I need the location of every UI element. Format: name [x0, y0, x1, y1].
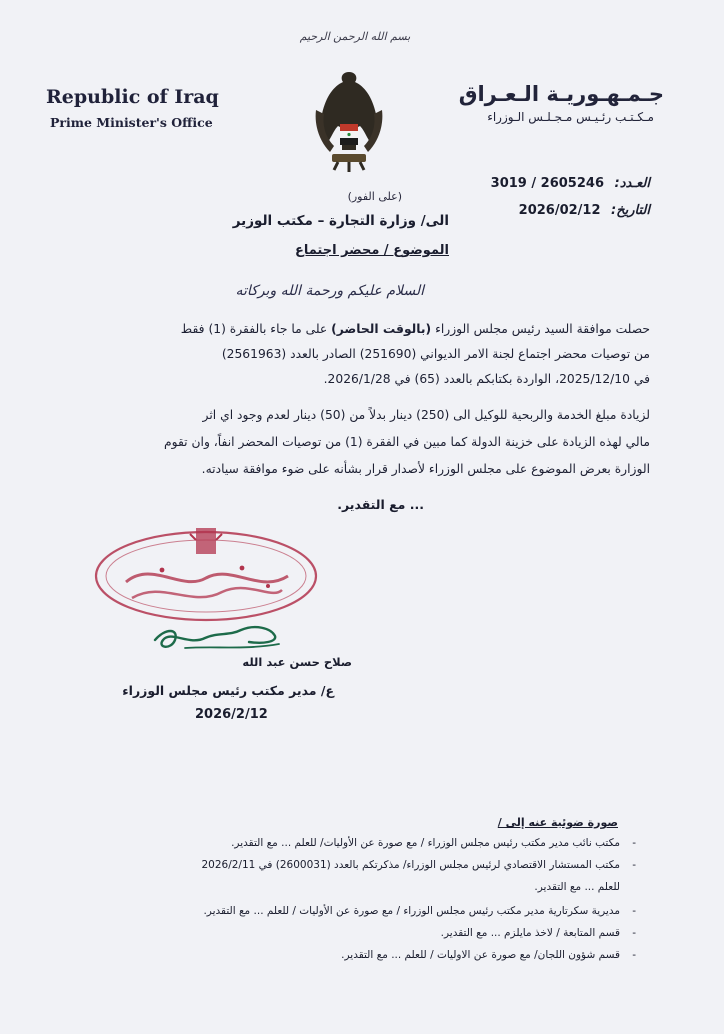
copy-recipient: قسم المتابعة / لاخذ مايلزم ... مع التقدير.: [440, 927, 620, 939]
copy-recipient: مكتب المستشار الاقتصادي لرئيس مجلس الوزراء/ مذكرتكم بالعدد (2600031) في 2026/2/11: [201, 859, 620, 871]
signature-date: 2026/2/12: [195, 707, 268, 722]
body-line: [90, 317, 650, 342]
subject-line: الموضوع / محضر اجتماع: [294, 243, 449, 258]
copy-recipient: للعلم ... مع التقدير.: [534, 881, 620, 893]
office-seal-stamp-icon: [92, 520, 320, 624]
copy-to-heading: صورة ضوئية عنه إلى /: [497, 816, 618, 829]
copy-to-list: [100, 832, 636, 966]
body-line: الوزارة بعرض الموضوع على مجلس الوزراء لأصدار قرار بشأنه على ضوء موافقة سيادته.: [201, 462, 650, 476]
handwritten-signature-icon: [145, 618, 285, 660]
list-item: - مديرية سكرتارية مدير مكتب رئيس مجلس الوزراء / مع صورة عن الأوليات / للعلم ... مع التقدير.: [203, 905, 636, 917]
reference-date-label: التاريخ:: [611, 203, 650, 218]
signer-title: ع/ مدير مكتب رئيس مجلس الوزراء: [122, 683, 334, 698]
reference-date-value: 2026/02/12: [518, 203, 601, 218]
copy-recipient: مكتب نائب مدير مكتب رئيس مجلس الوزراء / مع صورة عن الأوليات/ للعلم ... مع التقدير.: [231, 837, 620, 849]
header-subtitle-ar: مـكـتـب رئـيـس مـجـلـس الـوزراء: [487, 110, 654, 124]
addressee: الى/ وزارة التجارة – مكتب الوزير: [232, 213, 449, 229]
header-title-ar: جـمـهـوريـة الـعـراق: [458, 82, 664, 106]
reference-number: [491, 176, 650, 191]
list-item: [100, 876, 620, 898]
reference-number-value: 2605246 / 3019: [490, 176, 604, 191]
list-item: - مكتب المستشار الاقتصادي لرئيس مجلس الوزراء/ مذكرتكم بالعدد (2600031) في 2026/2/11: [201, 859, 636, 871]
header-subtitle-en: Prime Minister's Office: [50, 115, 213, 130]
body-line: من توصيات محضر اجتماع لجنة الامر الديواني (251690) الصادر بالعدد (2561963): [221, 347, 650, 361]
signer-name: صلاح حسن عبد الله: [242, 655, 352, 669]
copy-recipient: مديرية سكرتارية مدير مكتب رئيس مجلس الوزراء / مع صورة عن الأوليات / للعلم ... مع التقدير.: [203, 905, 620, 917]
body-line: في 2025/12/10، الواردة بكتابكم بالعدد (65) في 2026/1/28.: [323, 372, 650, 386]
greeting: السلام عليكم ورحمة الله وبركاته: [235, 283, 424, 299]
list-item: - قسم المتابعة / لاخذ مايلزم ... مع التقدير.: [440, 927, 636, 939]
urgent-note: (على الفور): [347, 190, 402, 203]
eagle-emblem-icon: [312, 66, 386, 176]
reference-number-label: العـدد:: [614, 176, 650, 191]
reference-date: [519, 203, 650, 218]
list-item: - مكتب نائب مدير مكتب رئيس مجلس الوزراء / مع صورة عن الأوليات/ للعلم ... مع التقدير.: [231, 837, 636, 849]
list-item: - قسم شؤون اللجان/ مع صورة عن الاوليات / للعلم ... مع التقدير.: [341, 949, 636, 961]
body-emphasis: (بالوقت الحاضر): [331, 322, 432, 336]
body-line: لزيادة مبلغ الخدمة والربحية للوكيل الى (250) دينار بدلاً من (50) دينار لعدم وجود اي اثر: [202, 408, 650, 422]
basmala: بسم الله الرحمن الرحيم: [299, 30, 411, 43]
body-text: حصلت موافقة السيد رئيس مجلس الوزراء: [435, 322, 650, 336]
body-line: مالي لهذه الزيادة على خزينة الدولة كما مبين في الفقرة (1) من توصيات المحضر انفاً، وان تقوم: [164, 435, 650, 449]
closing-regards: ... مع التقدير.: [337, 497, 424, 512]
header-title-en: Republic of Iraq: [46, 86, 219, 108]
body-text: على ما جاء بالفقرة (1) فقط: [180, 322, 328, 336]
copy-recipient: قسم شؤون اللجان/ مع صورة عن الاوليات / للعلم ... مع التقدير.: [341, 949, 620, 961]
